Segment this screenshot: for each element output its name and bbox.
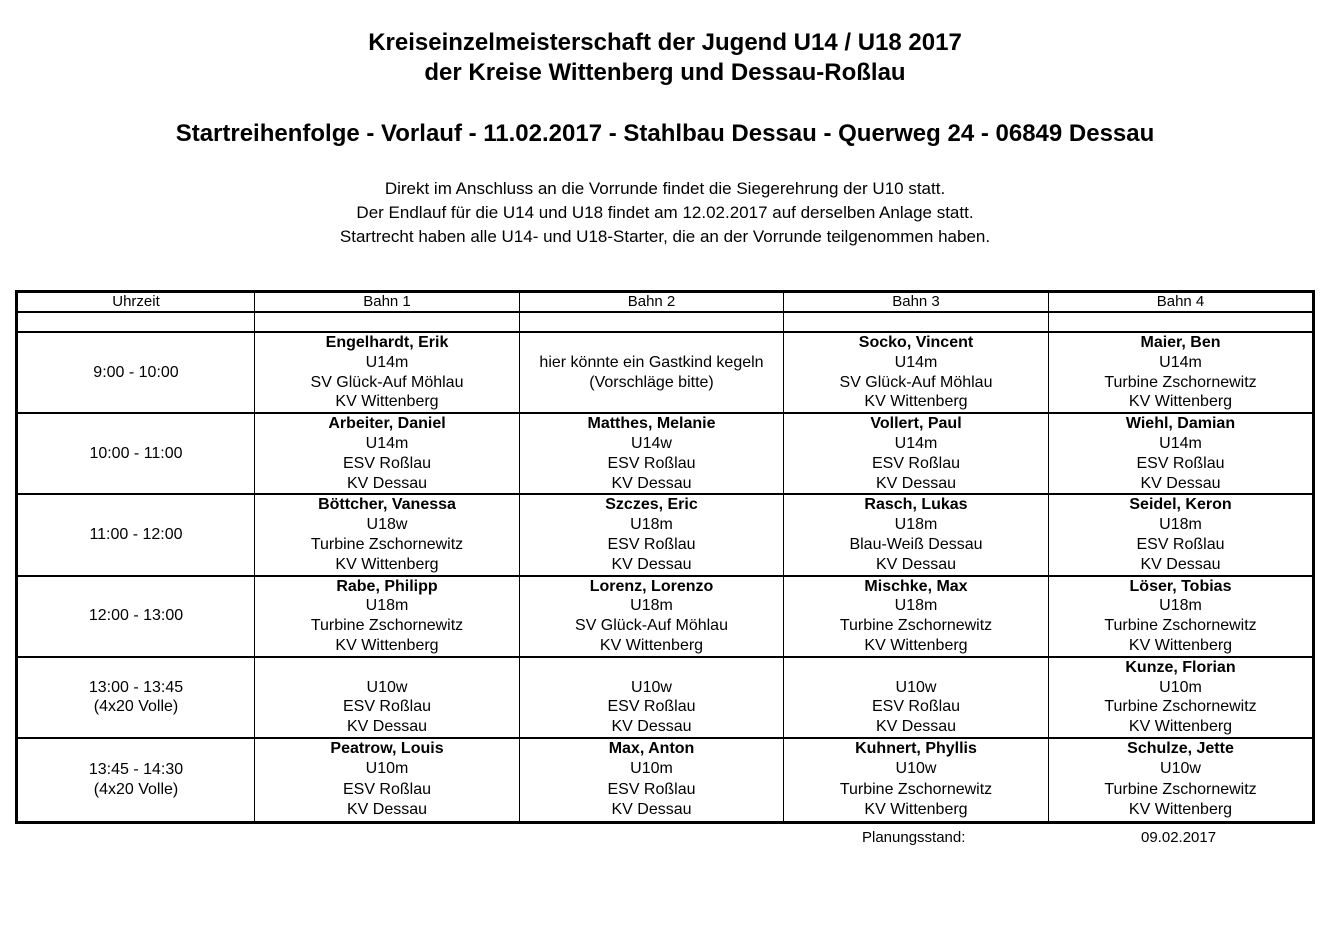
player-name: Seidel, Keron xyxy=(1129,496,1232,514)
table-row xyxy=(17,332,1314,413)
player-district: KV Wittenberg xyxy=(1128,393,1233,411)
player-class: U18w xyxy=(366,516,408,534)
spacer-cell xyxy=(1049,312,1314,332)
note-line-3: Startrecht haben alle U14- und U18-Starter, die an der Vorrunde teilgenommen haben. xyxy=(339,227,991,246)
column-header-lane-3: Bahn 3 xyxy=(784,292,1049,313)
lane-1-cell xyxy=(255,657,520,738)
document-title: Kreiseinzelmeisterschaft der Jugend U14 / U18 2017 xyxy=(368,29,962,56)
player-district: KV Wittenberg xyxy=(335,636,439,654)
table-row xyxy=(17,494,1314,575)
lane-1-cell xyxy=(255,494,520,575)
player-club: Turbine Zschornewitz xyxy=(1104,373,1257,391)
time-cell xyxy=(17,738,255,823)
player-district: KV Wittenberg xyxy=(335,393,439,411)
player-name: Mischke, Max xyxy=(864,577,968,595)
player-club: Turbine Zschornewitz xyxy=(839,780,993,798)
spacer-cell xyxy=(255,312,520,332)
player-club: ESV Roßlau xyxy=(607,454,696,472)
player-class: U18m xyxy=(1159,516,1202,534)
player-district: KV Dessau xyxy=(875,474,957,492)
player-name: Rasch, Lukas xyxy=(864,496,968,514)
player-class: U18m xyxy=(630,597,673,615)
document-title-line2: der Kreise Wittenberg und Dessau-Roßlau xyxy=(424,59,906,86)
player-class: U10w xyxy=(895,678,937,696)
player-club: ESV Roßlau xyxy=(342,454,432,472)
player-class: U14m xyxy=(1159,353,1202,371)
player-district: KV Wittenberg xyxy=(335,555,439,573)
player-district: KV Dessau xyxy=(346,474,428,492)
player-name: Engelhardt, Erik xyxy=(325,334,449,351)
player-class: U14m xyxy=(894,434,938,452)
player-class: U18m xyxy=(894,516,938,534)
player-club: ESV Roßlau xyxy=(871,698,961,716)
table-row xyxy=(17,738,1314,823)
player-name: Lorenz, Lorenzo xyxy=(589,577,714,595)
player-club: Turbine Zschornewitz xyxy=(1104,617,1257,635)
player-club: ESV Roßlau xyxy=(871,454,961,472)
player-name: Schulze, Jette xyxy=(1127,739,1234,757)
player-class: U14m xyxy=(365,353,409,371)
player-name: Matthes, Melanie xyxy=(587,415,716,433)
lane-2-cell xyxy=(520,332,784,413)
table-row xyxy=(17,576,1314,657)
player-name: Böttcher, Vanessa xyxy=(318,496,456,514)
player-class: U18m xyxy=(894,597,938,615)
spacer-cell xyxy=(17,312,255,332)
player-name xyxy=(784,658,1048,678)
time-slot: 13:45 - 14:30 xyxy=(88,761,184,779)
player-class: U10m xyxy=(630,760,673,778)
player-club: ESV Roßlau xyxy=(607,535,696,553)
time-note: (4x20 Volle) xyxy=(93,698,179,716)
lane-1-cell xyxy=(255,413,520,494)
time-slot: 9:00 - 10:00 xyxy=(93,363,179,381)
lane-3-cell xyxy=(784,576,1049,657)
player-name: Rabe, Philipp xyxy=(336,577,438,595)
player-name: Wiehl, Damian xyxy=(1125,415,1236,433)
time-cell xyxy=(17,332,255,413)
lane-1-cell xyxy=(255,576,520,657)
player-district: KV Dessau xyxy=(611,801,692,819)
document-subtitle: Startreihenfolge - Vorlauf - 11.02.2017 - Stahlbau Dessau - Querweg 24 - 06849 Dessau xyxy=(175,120,1155,147)
player-district: KV Dessau xyxy=(875,718,957,736)
lane-3-cell xyxy=(784,738,1049,823)
player-district: KV Wittenberg xyxy=(1128,636,1233,654)
lane-2-cell xyxy=(520,576,784,657)
lane-4-cell xyxy=(1049,576,1314,657)
spacer-cell xyxy=(520,312,784,332)
lane-2-cell xyxy=(520,657,784,738)
planning-status-date: 09.02.2017 xyxy=(1141,829,1217,846)
player-club: ESV Roßlau xyxy=(1136,454,1225,472)
player-club: ESV Roßlau xyxy=(342,780,432,798)
player-name: Szczes, Eric xyxy=(605,496,698,514)
player-class: U10m xyxy=(1159,678,1202,696)
player-club: Turbine Zschornewitz xyxy=(1104,780,1257,798)
player-class: U14m xyxy=(365,434,409,452)
guest-note-sub: (Vorschläge bitte) xyxy=(589,373,714,391)
player-club: Turbine Zschornewitz xyxy=(310,617,464,635)
player-class: U10w xyxy=(1160,760,1201,778)
note-line-1: Direkt im Anschluss an die Vorrunde findet die Siegerehrung der U10 statt. xyxy=(384,179,946,198)
player-district: KV Dessau xyxy=(1140,555,1221,573)
player-name: Kuhnert, Phyllis xyxy=(855,739,977,757)
player-club: Blau-Weiß Dessau xyxy=(849,535,983,553)
player-district: KV Wittenberg xyxy=(1128,718,1233,736)
player-club: ESV Roßlau xyxy=(607,698,696,716)
player-class: U10m xyxy=(365,760,409,778)
spacer-cell xyxy=(784,312,1049,332)
lane-4-cell xyxy=(1049,494,1314,575)
player-name: Löser, Tobias xyxy=(1129,577,1232,595)
player-district: KV Wittenberg xyxy=(864,393,968,411)
player-class: U18m xyxy=(1159,597,1202,615)
player-district: KV Dessau xyxy=(875,555,957,573)
player-name: Socko, Vincent xyxy=(858,334,974,351)
lane-1-cell xyxy=(255,332,520,413)
player-class: U18m xyxy=(365,597,409,615)
spacer-row xyxy=(17,312,1314,332)
player-district: KV Wittenberg xyxy=(864,801,968,819)
player-club: ESV Roßlau xyxy=(607,780,696,798)
lane-2-cell xyxy=(520,494,784,575)
time-note: (4x20 Volle) xyxy=(93,780,179,798)
player-name: Kunze, Florian xyxy=(1125,658,1236,676)
player-class: U14w xyxy=(631,434,672,452)
player-club: Turbine Zschornewitz xyxy=(839,617,993,635)
player-club: ESV Roßlau xyxy=(1136,535,1225,553)
column-header-time: Uhrzeit xyxy=(17,292,255,313)
player-district: KV Dessau xyxy=(346,801,428,819)
player-district: KV Dessau xyxy=(1140,474,1221,492)
player-club: SV Glück-Auf Möhlau xyxy=(839,373,993,391)
player-name: Peatrow, Louis xyxy=(330,739,444,757)
column-header-lane-4: Bahn 4 xyxy=(1049,292,1314,313)
player-district: KV Wittenberg xyxy=(864,636,968,654)
lane-4-cell xyxy=(1049,332,1314,413)
note-line-2: Der Endlauf für die U14 und U18 findet am 12.02.2017 auf derselben Anlage statt. xyxy=(356,203,974,222)
time-slot: 13:00 - 13:45 xyxy=(88,678,184,696)
lane-2-cell xyxy=(520,413,784,494)
lane-3-cell xyxy=(784,494,1049,575)
player-name xyxy=(255,658,519,678)
player-club: ESV Roßlau xyxy=(342,698,432,716)
player-name: Vollert, Paul xyxy=(870,415,962,433)
table-row xyxy=(17,413,1314,494)
player-club: Turbine Zschornewitz xyxy=(310,535,464,553)
lane-1-cell xyxy=(255,738,520,823)
lane-3-cell xyxy=(784,332,1049,413)
lane-3-cell xyxy=(784,413,1049,494)
player-district: KV Dessau xyxy=(611,718,692,736)
player-class: U10w xyxy=(895,760,937,778)
column-header-lane-2: Bahn 2 xyxy=(520,292,784,313)
player-district: KV Dessau xyxy=(611,555,692,573)
player-district: KV Dessau xyxy=(346,718,428,736)
table-row xyxy=(17,657,1314,738)
player-class: U10w xyxy=(366,678,408,696)
player-club: Turbine Zschornewitz xyxy=(1104,698,1257,716)
player-district: KV Dessau xyxy=(611,474,692,492)
player-club: SV Glück-Auf Möhlau xyxy=(310,373,464,391)
player-club: SV Glück-Auf Möhlau xyxy=(575,617,728,635)
time-slot: 12:00 - 13:00 xyxy=(88,607,184,625)
player-class: U10w xyxy=(631,678,672,696)
player-name: Maier, Ben xyxy=(1140,334,1221,351)
player-name: Arbeiter, Daniel xyxy=(328,415,446,433)
lane-4-cell xyxy=(1049,413,1314,494)
player-class: U14m xyxy=(1159,434,1202,452)
time-slot: 11:00 - 12:00 xyxy=(89,526,183,544)
player-class: U14m xyxy=(894,353,938,371)
player-class: U18m xyxy=(630,516,673,534)
time-cell xyxy=(17,576,255,657)
player-name xyxy=(520,658,783,678)
lane-4-cell xyxy=(1049,738,1314,823)
time-cell xyxy=(17,413,255,494)
time-cell xyxy=(17,657,255,738)
player-district: KV Wittenberg xyxy=(1128,801,1233,819)
time-slot: 10:00 - 11:00 xyxy=(89,444,183,462)
time-cell xyxy=(17,494,255,575)
schedule-table xyxy=(15,290,1315,824)
lane-3-cell xyxy=(784,657,1049,738)
lane-2-cell xyxy=(520,738,784,823)
player-name: Max, Anton xyxy=(608,739,695,757)
planning-status-label: Planungsstand: xyxy=(862,829,966,846)
header-row xyxy=(17,292,1314,313)
lane-4-cell xyxy=(1049,657,1314,738)
player-district: KV Wittenberg xyxy=(599,636,704,654)
column-header-lane-1: Bahn 1 xyxy=(255,292,520,313)
guest-note: hier könnte ein Gastkind kegeln xyxy=(539,353,764,371)
